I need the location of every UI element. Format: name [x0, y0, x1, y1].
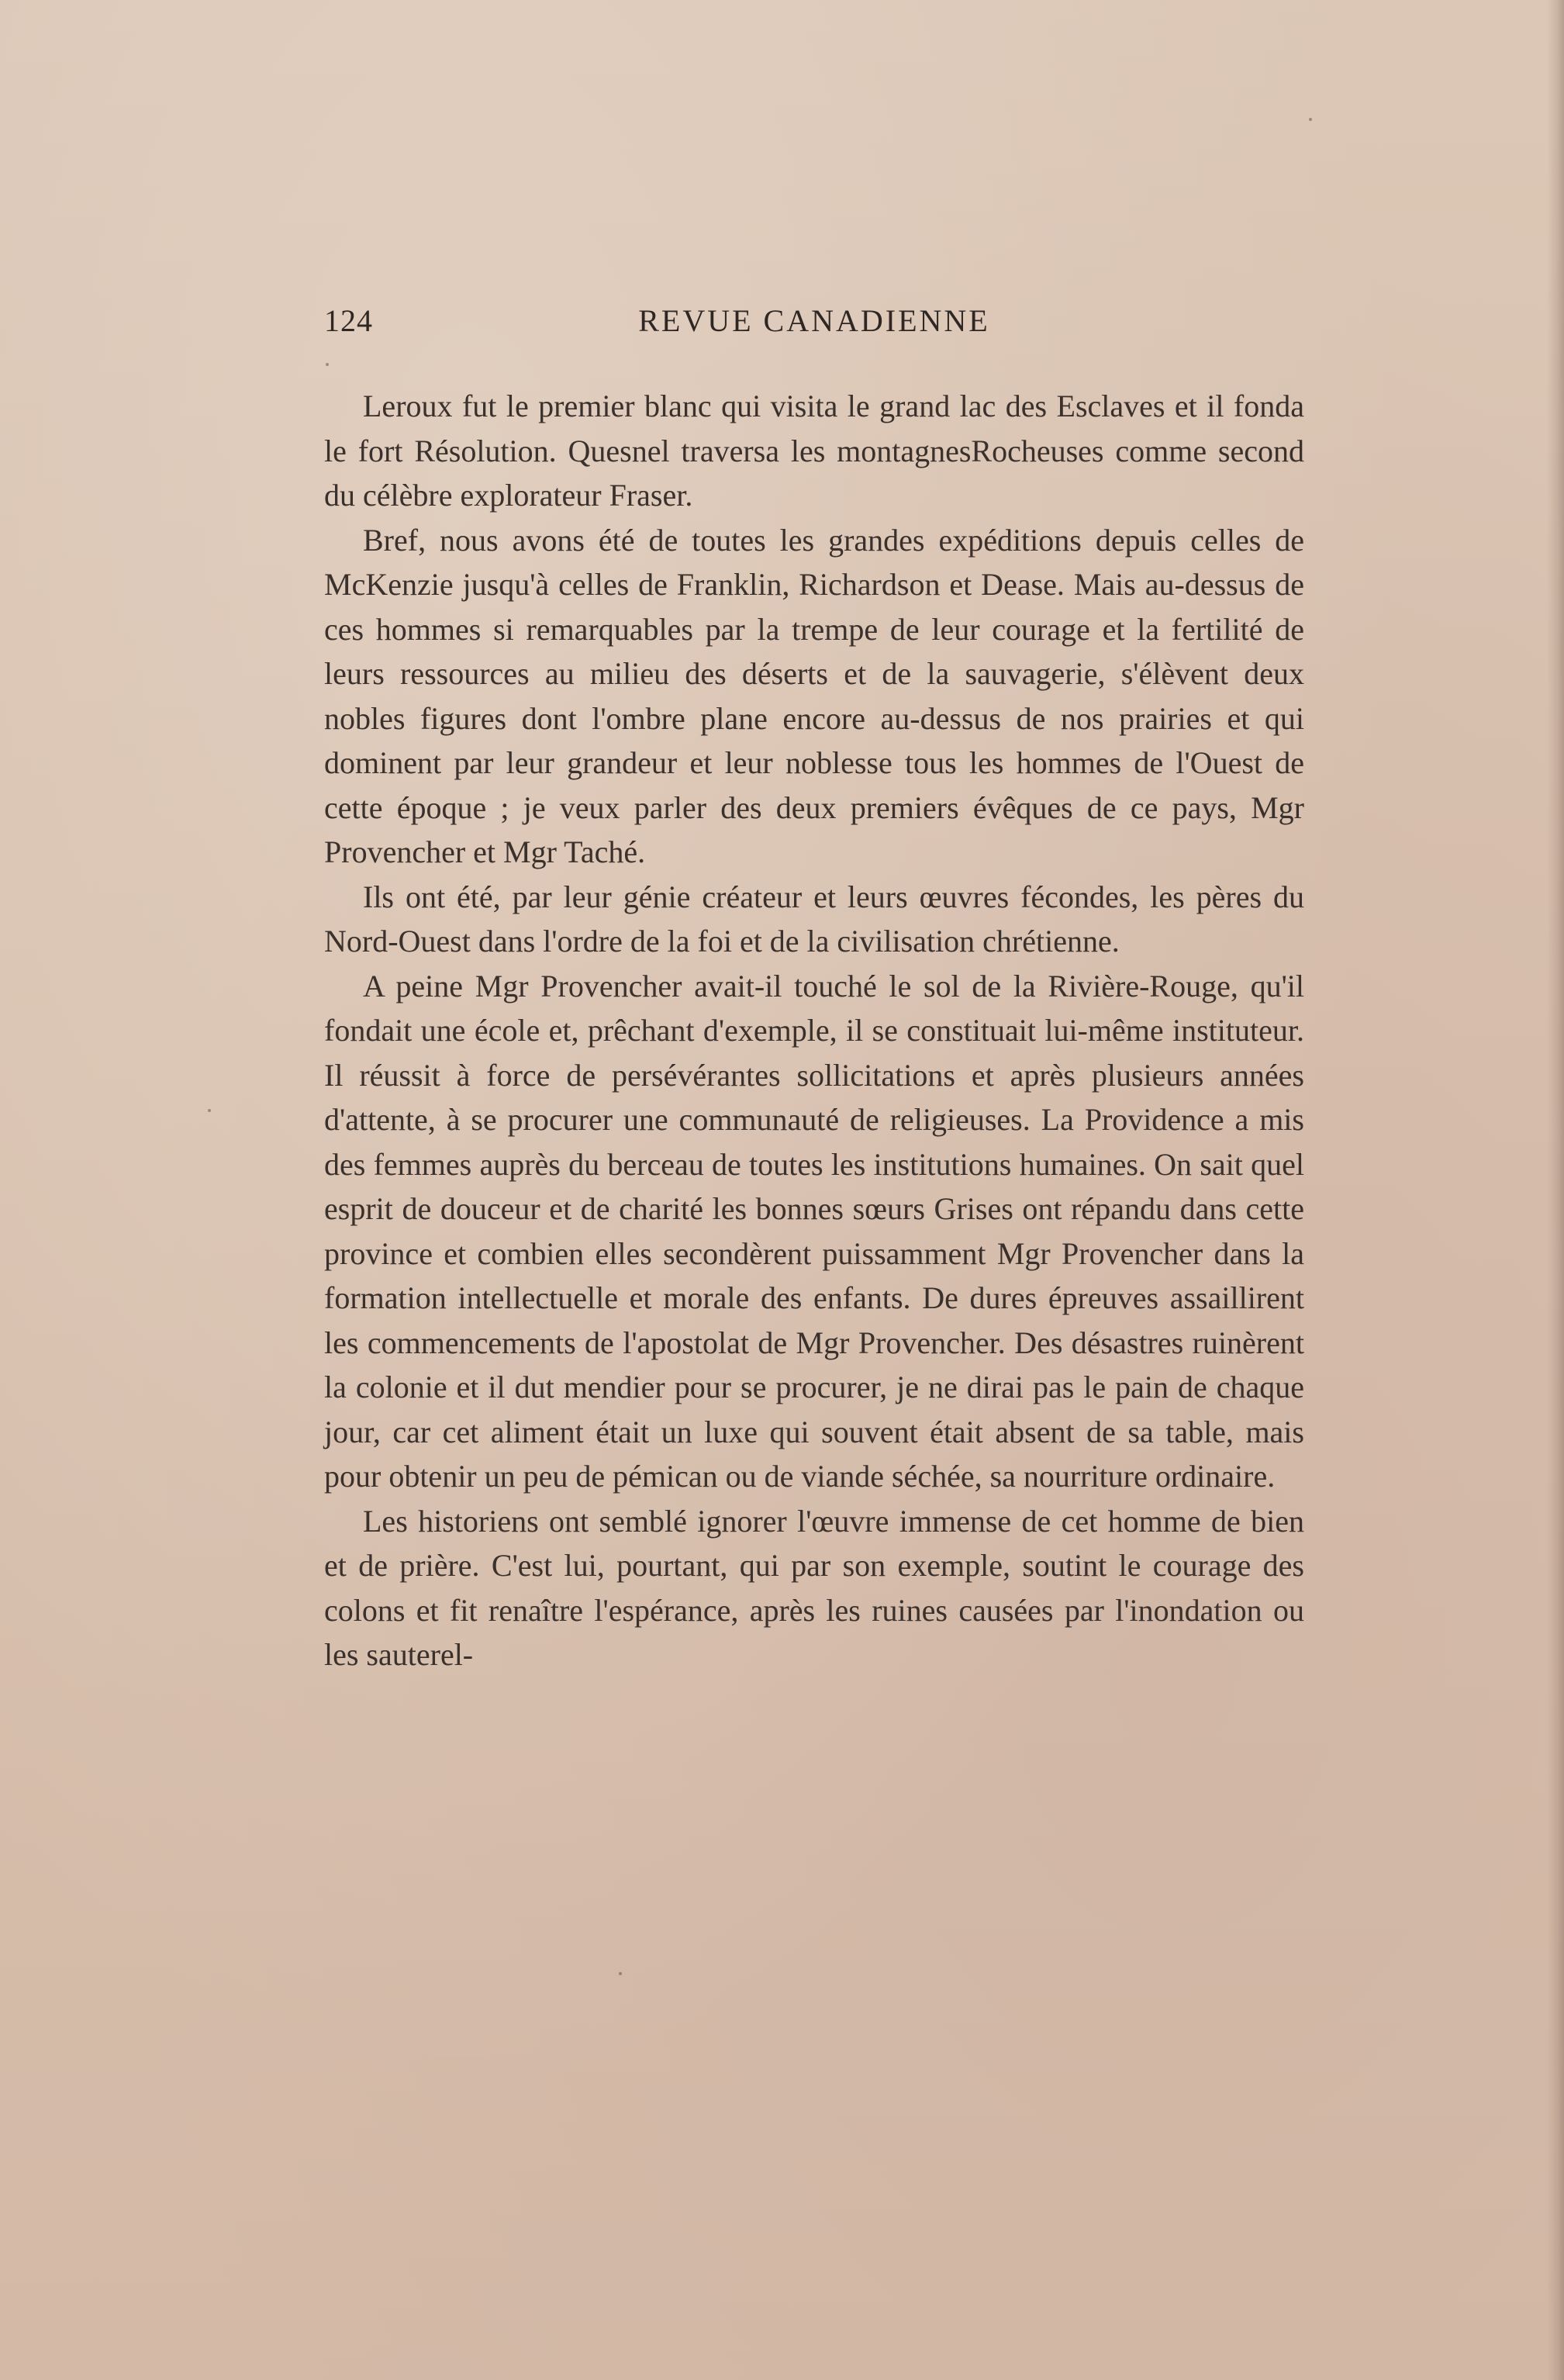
body-text: [324, 384, 1304, 1677]
paper-speck: [619, 1972, 622, 1975]
paragraph: Leroux fut le premier blanc qui visita le grand lac des Esclaves et il fonda le fort Résolution. Quesnel traversa les montagnesRocheuses comme second du célèbre explorateur Fraser.: [324, 389, 1304, 513]
page-number: 124: [324, 303, 373, 338]
paper-speck: [1309, 118, 1312, 121]
paper-speck: [326, 363, 329, 366]
paper-speck: [208, 1109, 211, 1112]
page-header: [324, 302, 1304, 349]
paragraph: Ils ont été, par leur génie créateur et leurs œuvres fécondes, les pères du Nord-Ouest dans l'ordre de la foi et de la civilisation chrétienne.: [324, 879, 1304, 959]
paragraph: Les historiens ont semblé ignorer l'œuvre immense de cet homme de bien et de prière. C'est lui, pourtant, qui par son exemple, soutint le courage des colons et fit renaître l'espérance, après les ruines causées par l'inondation ou les sauterel-: [324, 1503, 1304, 1672]
paragraph: A peine Mgr Provencher avait-il touché le sol de la Rivière-Rouge, qu'il fondait une école et, prêchant d'exemple, il se constituait lui-même instituteur. Il réussit à force de persévérantes sollicitations et après plusieurs années d'attente, à se procurer une communauté de religieuses. La Providence a mis des femmes auprès du berceau de toutes les institutions humaines. On sait quel esprit de douceur et de charité les bonnes sœurs Grises ont répandu dans cette province et combien elles secondèrent puissamment Mgr Provencher dans la formation intellectuelle et morale des enfants. De dures épreuves assaillirent les commencements de l'apostolat de Mgr Provencher. Des désastres ruinèrent la colonie et il dut mendier pour se procurer, je ne dirai pas le pain de chaque jour, car cet aliment était un luxe qui souvent était absent de sa table, mais pour obtenir un peu de pémican ou de viande séchée, sa nourriture ordinaire.: [324, 968, 1304, 1494]
page-edge-shadow: [1547, 0, 1564, 2380]
paragraph: Bref, nous avons été de toutes les grandes expéditions depuis celles de McKenzie jusqu'à celles de Franklin, Richardson et Dease. Mais au-dessus de ces hommes si remarquables par la trempe de leur courage et la fertilité de leurs ressources au milieu des déserts et de la sauvagerie, s'élèvent deux nobles figures dont l'ombre plane encore au-dessus de nos prairies et qui dominent par leur grandeur et leur noblesse tous les hommes de l'Ouest de cette époque ; je veux parler des deux premiers évêques de ce pays, Mgr Provencher et Mgr Taché.: [324, 522, 1304, 869]
running-title: REVUE CANADIENNE: [638, 303, 990, 338]
